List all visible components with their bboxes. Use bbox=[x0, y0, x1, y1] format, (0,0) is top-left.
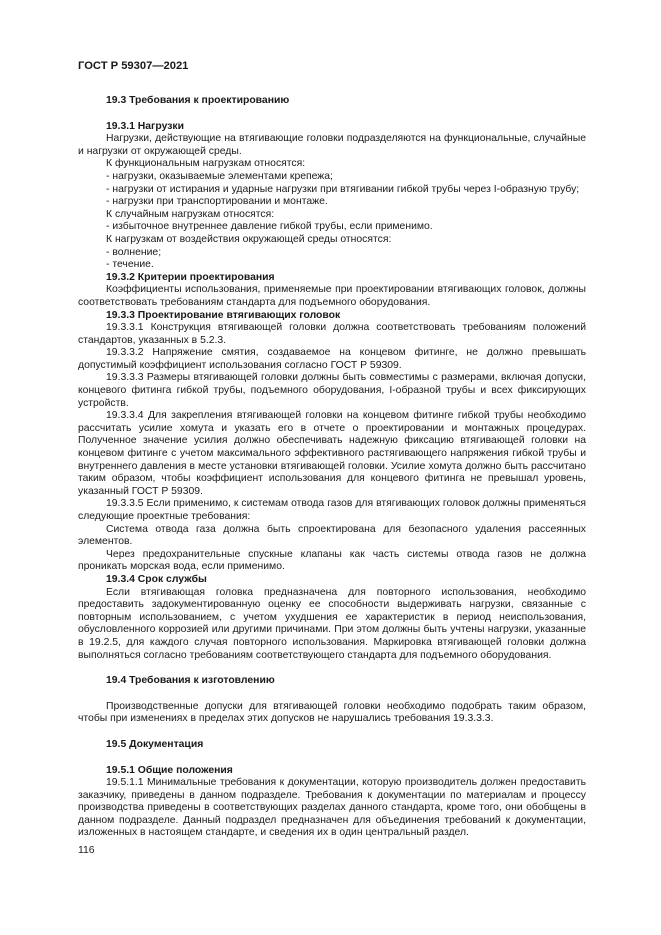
paragraph: 19.3.3.4 Для закрепления втягивающей головки на концевом фитинге гибкой трубы необходимо рассчитать усилие хомута и указать его в отчете о проектировании и монтажных процедурах. Полученное значение усилия должно обеспечивать надежную фиксацию втягивающей головки на концевом фитинге с учетом максимального эффективного растягивающего напряжения гибкой трубы и внутреннего давления в месте установки втягивающей головки. Усилие хомута должно быть рассчитано таким образом, чтобы коэффициент использования для концевого фитинга не превышал уровень, указанный ГОСТ Р 59309. bbox=[78, 410, 586, 497]
paragraph: 19.3.3.2 Напряжение смятия, создаваемое на концевом фитинге, не должно превышать допустимый коэффициент использования согласно ГОСТ Р 59309. bbox=[78, 347, 586, 371]
section-heading: 19.3.2 Критерии проектирования bbox=[106, 271, 275, 283]
paragraph: К функциональным нагрузкам относятся: bbox=[106, 158, 306, 170]
section-heading: 19.5 Документация bbox=[106, 738, 204, 750]
paragraph: - нагрузки при транспортировании и монтаже. bbox=[106, 196, 328, 208]
paragraph: 19.3.3.3 Размеры втягивающей головки должны быть совместимы с размерами, включая допуски, концевого фитинга гибкой трубы, подъемного оборудования, I-образной трубы и всех фиксирующих устройств. bbox=[78, 372, 586, 409]
paragraph: - нагрузки, оказываемые элементами крепежа; bbox=[106, 170, 333, 182]
paragraph: 19.3.3.1 Конструкция втягивающей головки должна соответствовать требованиям положений стандартов, указанных в 5.2.3. bbox=[78, 322, 586, 346]
paragraph: Нагрузки, действующие на втягивающие головки подразделяются на функциональные, случайные и нагрузки от окружающей среды. bbox=[78, 133, 586, 157]
paragraph: К нагрузкам от воздействия окружающей среды относятся: bbox=[106, 233, 392, 245]
document-body bbox=[78, 95, 586, 840]
paragraph: - избыточное внутреннее давление гибкой трубы, если применимо. bbox=[106, 221, 433, 233]
paragraph: Через предохранительные спускные клапаны как часть системы отвода газов не должна проникать морская вода, если применимо. bbox=[78, 548, 586, 573]
paragraph: 19.5.1.1 Минимальные требования к документации, которую производитель должен предоставить заказчику, приведены в данном подразделе. Требования к документации по материалам и процессу производства приведены в соответствующих разделах данного стандарта, кроме того, они обобщены в данном подразделе. Данный подраздел предназначен для объединения требований к документации, изложенных в настоящем стандарте, и сведения их в один центральный раздел. bbox=[78, 777, 586, 839]
paragraph: К случайным нагрузкам относятся: bbox=[106, 208, 275, 220]
section-heading: 19.5.1 Общие положения bbox=[106, 764, 233, 776]
paragraph: Если втягивающая головка предназначена для повторного использования, необходимо предоставить задокументированную оценку ее способности выдерживать нагрузки, связанные с повторным использованием, с учетом ухудшения ее характеристик в период неиспользования, обусловленного коррозией или другими причинами. При этом должны быть учтены нагрузки, указанные в 19.2.5, для каждого случая повторного использования. Маркировка втягивающей головки должна выполняться согласно требованиям соответствующего стандарта для подъемного оборудования. bbox=[78, 586, 586, 661]
section-heading: 19.3.1 Нагрузки bbox=[106, 120, 184, 132]
paragraph: - волнение; bbox=[106, 246, 162, 258]
paragraph: - нагрузки от истирания и ударные нагрузки при втягивании гибкой трубы через I-образную трубу; bbox=[106, 183, 580, 195]
paragraph: - течение. bbox=[106, 259, 154, 271]
section-heading: 19.3 Требования к проектированию bbox=[106, 95, 290, 106]
document-header: ГОСТ Р 59307—2021 bbox=[78, 60, 189, 72]
page-number: 116 bbox=[78, 845, 95, 856]
paragraph: 19.3.3.5 Если применимо, к системам отвода газов для втягивающих головок должны применяться следующие проектные требования: bbox=[78, 498, 586, 522]
paragraph: Система отвода газа должна быть спроектирована для безопасного удаления рассеянных элементов. bbox=[78, 523, 586, 548]
paragraph: Коэффициенты использования, применяемые при проектировании втягивающих головок, должны соответствовать требованиям стандарта для подъемного оборудования. bbox=[78, 284, 586, 308]
section-heading: 19.4 Требования к изготовлению bbox=[106, 675, 275, 687]
section-heading: 19.3.3 Проектирование втягивающих головок bbox=[106, 309, 341, 321]
section-heading: 19.3.4 Срок службы bbox=[106, 573, 207, 585]
paragraph: Производственные допуски для втягивающей головки необходимо подобрать таким образом, чтобы при изменениях в пределах этих допусков не нарушались требования 19.3.3.3. bbox=[78, 700, 586, 725]
